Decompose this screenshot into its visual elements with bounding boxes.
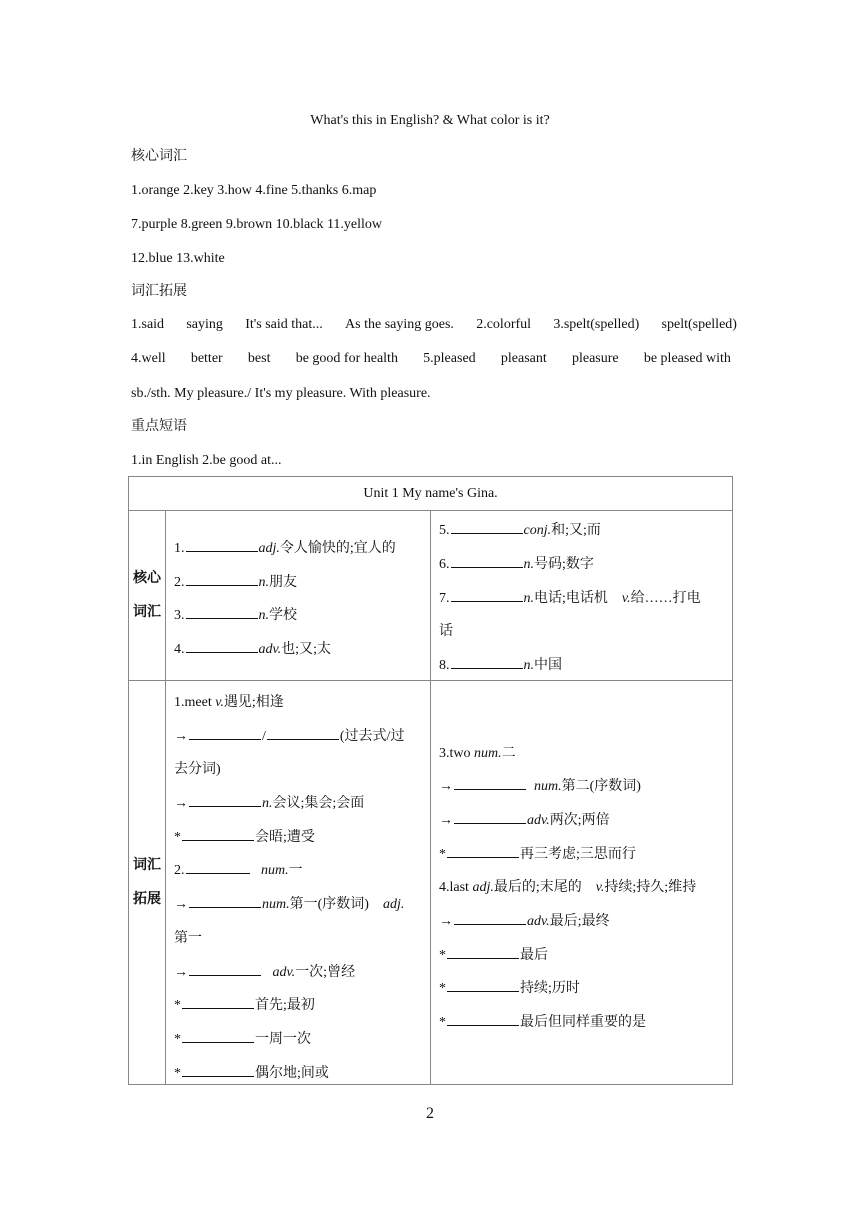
core-left-cell [166, 511, 431, 681]
answer-blank[interactable] [186, 571, 258, 586]
vocab-ext-line-2 [131, 351, 731, 367]
vocab-ext-word: best [247, 351, 271, 366]
vocab-ext-word: pleasure [571, 351, 619, 366]
vocab-ext-word: be pleased with [643, 351, 731, 366]
core-item: 5. conj.和;又;而 [439, 519, 601, 539]
ext-item: → adv.一次;曾经 [174, 961, 355, 981]
ext-item: → adv.两次;两倍 [439, 809, 610, 829]
answer-blank[interactable] [451, 654, 523, 669]
vocab-ext-word: 4.well [131, 351, 166, 366]
answer-blank[interactable] [186, 537, 258, 552]
answer-blank[interactable] [189, 893, 261, 908]
key-phrases-line: 1.in English 2.be good at... [131, 453, 282, 468]
core-right-cell [431, 511, 733, 681]
ext-item: * 一周一次 [174, 1028, 311, 1048]
ext-item: → num.第二(序数词) [439, 775, 641, 795]
core-vocab-line-1: 1.orange 2.key 3.how 4.fine 5.thanks 6.map [131, 183, 377, 198]
answer-blank[interactable] [447, 944, 519, 959]
answer-blank[interactable] [189, 961, 261, 976]
answer-blank[interactable] [447, 1011, 519, 1026]
ext-item: → / (过去式/过 [174, 725, 404, 745]
ext-item: * 偶尔地;间或 [174, 1062, 329, 1082]
vocab-ext-word: spelt(spelled) [661, 317, 737, 332]
ext-item: * 最后但同样重要的是 [439, 1011, 646, 1031]
vocab-ext-word: pleasant [500, 351, 547, 366]
vocab-ext-word: 5.pleased [423, 351, 476, 366]
core-vocab-line-2: 7.purple 8.green 9.brown 10.black 11.yellow [131, 217, 383, 232]
vocab-ext-word: saying [186, 317, 223, 332]
row-label-line: 拓展 [133, 891, 161, 907]
core-item: 8. n.中国 [439, 654, 562, 674]
vocab-ext-word: better [190, 351, 223, 366]
section-heading-vocab-ext: 词汇拓展 [131, 284, 187, 299]
ext-left-cell [166, 681, 431, 1085]
vocab-ext-word: 3.spelt(spelled) [553, 317, 640, 332]
ext-item-cont: 去分词) [174, 762, 221, 777]
answer-blank[interactable] [454, 910, 526, 925]
answer-blank[interactable] [186, 638, 258, 653]
core-item: 7. n.电话;电话机 v.给……打电 [439, 587, 701, 607]
ext-item: * 首先;最初 [174, 994, 315, 1014]
page-title: What's this in English? & What color is it? [310, 113, 550, 128]
answer-blank[interactable] [451, 587, 523, 602]
vocab-ext-word: As the saying goes. [345, 317, 454, 332]
core-item: 2. n.朋友 [174, 571, 297, 591]
answer-blank[interactable] [454, 775, 526, 790]
answer-blank[interactable] [447, 977, 519, 992]
row-label-line: 词汇 [133, 604, 161, 620]
answer-blank[interactable] [267, 725, 339, 740]
unit-table [128, 476, 733, 1085]
answer-blank[interactable] [186, 604, 258, 619]
ext-right-cell [431, 681, 733, 1085]
answer-blank[interactable] [451, 553, 523, 568]
core-item-cont: 话 [439, 624, 453, 639]
vocab-ext-word: 1.said [131, 317, 165, 332]
core-item: 1. adj.令人愉快的;宜人的 [174, 537, 396, 557]
ext-item: * 会晤;遭受 [174, 826, 315, 846]
ext-item: → num.第一(序数词) adj. [174, 893, 404, 913]
ext-item: * 最后 [439, 944, 548, 964]
row-label-line: 核心 [133, 570, 161, 586]
row-label-line: 词汇 [133, 857, 161, 873]
answer-blank[interactable] [447, 843, 519, 858]
vocab-ext-line-3: sb./sth. My pleasure./ It's my pleasure. With pleasure. [131, 386, 431, 401]
answer-blank[interactable] [182, 1028, 254, 1043]
ext-item: → adv.最后;最终 [439, 910, 610, 930]
table-caption: Unit 1 My name's Gina. [129, 477, 733, 511]
vocab-ext-word: It's said that... [245, 317, 323, 332]
core-item: 6. n.号码;数字 [439, 553, 594, 573]
ext-item: 2. num.一 [174, 859, 303, 879]
core-item: 4. adv.也;又;太 [174, 638, 331, 658]
answer-blank[interactable] [189, 792, 261, 807]
answer-blank[interactable] [189, 725, 261, 740]
vocab-ext-word: be good for health [295, 351, 398, 366]
ext-item: 1.meet v.遇见;相逢 [174, 695, 284, 710]
section-heading-key-phrases: 重点短语 [131, 419, 187, 434]
core-vocab-line-3: 12.blue 13.white [131, 251, 225, 266]
ext-item-cont: 第一 [174, 931, 202, 946]
answer-blank[interactable] [451, 519, 523, 534]
row-label-ext [129, 681, 166, 1085]
answer-blank[interactable] [182, 994, 254, 1009]
vocab-ext-line-1 [131, 317, 737, 333]
ext-item: 3.two num.二 [439, 746, 516, 761]
vocab-ext-word: 2.colorful [476, 317, 532, 332]
ext-item: * 再三考虑;三思而行 [439, 843, 636, 863]
answer-blank[interactable] [182, 826, 254, 841]
ext-item: 4.last adj.最后的;末尾的 v.持续;持久;维持 [439, 880, 697, 895]
answer-blank[interactable] [454, 809, 526, 824]
ext-item: * 持续;历时 [439, 977, 580, 997]
page-number: 2 [426, 1105, 434, 1122]
core-item: 3. n.学校 [174, 604, 297, 624]
row-label-core [129, 511, 166, 681]
section-heading-core-vocab: 核心词汇 [131, 149, 187, 164]
answer-blank[interactable] [186, 859, 250, 874]
answer-blank[interactable] [182, 1062, 254, 1077]
ext-item: → n.会议;集会;会面 [174, 792, 364, 812]
